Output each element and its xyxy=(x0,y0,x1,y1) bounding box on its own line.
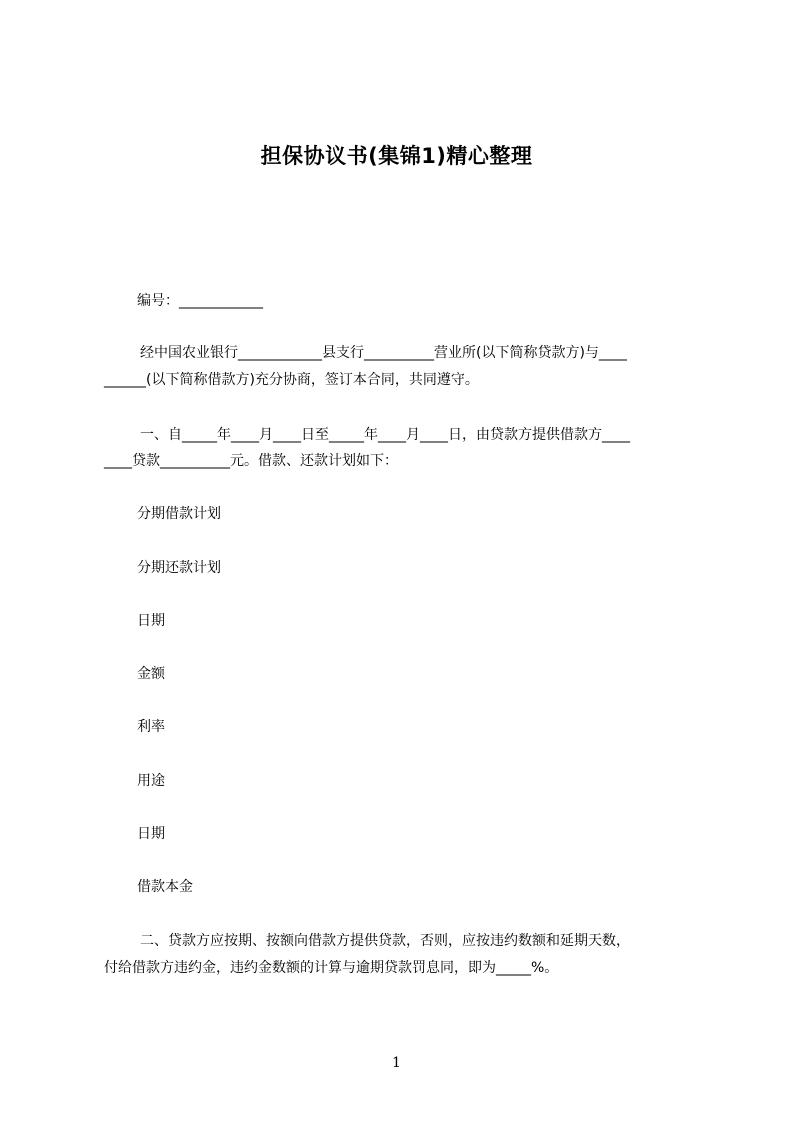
paragraph-1-line-2: ______(以下简称借款方)充分协商，签订本合同，共同遵守。 xyxy=(104,372,479,388)
list-item: 用途 xyxy=(137,773,165,789)
paragraph-1-line-1: 经中国农业银行____________县支行__________营业所(以下简称贷款方)与____ xyxy=(140,345,627,361)
list-item: 日期 xyxy=(137,613,165,629)
list-item: 借款本金 xyxy=(137,879,193,895)
paragraph-2-line-1: 一、自_____年____月____日至_____年____月____日，由贷款方提供借款方____ xyxy=(140,427,630,443)
list-item: 分期借款计划 xyxy=(137,506,221,522)
list-item: 分期还款计划 xyxy=(137,560,221,576)
list-item: 利率 xyxy=(137,719,165,735)
paragraph-2-line-2: ____贷款__________元。借款、还款计划如下： xyxy=(104,453,398,469)
list-item: 金额 xyxy=(137,666,165,682)
document-title: 担保协议书(集锦1)精心整理 xyxy=(260,144,533,168)
paragraph-3-line-1: 二、贷款方应按期、按额向借款方提供贷款，否则，应按违约数额和延期天数， xyxy=(140,933,630,949)
list-item: 日期 xyxy=(137,826,165,842)
contract-number-line: 编号：____________ xyxy=(137,293,263,309)
paragraph-3-line-2: 付给借款方违约金，违约金数额的计算与逾期贷款罚息同，即为_____%。 xyxy=(104,960,559,976)
page-number: 1 xyxy=(392,1055,401,1071)
